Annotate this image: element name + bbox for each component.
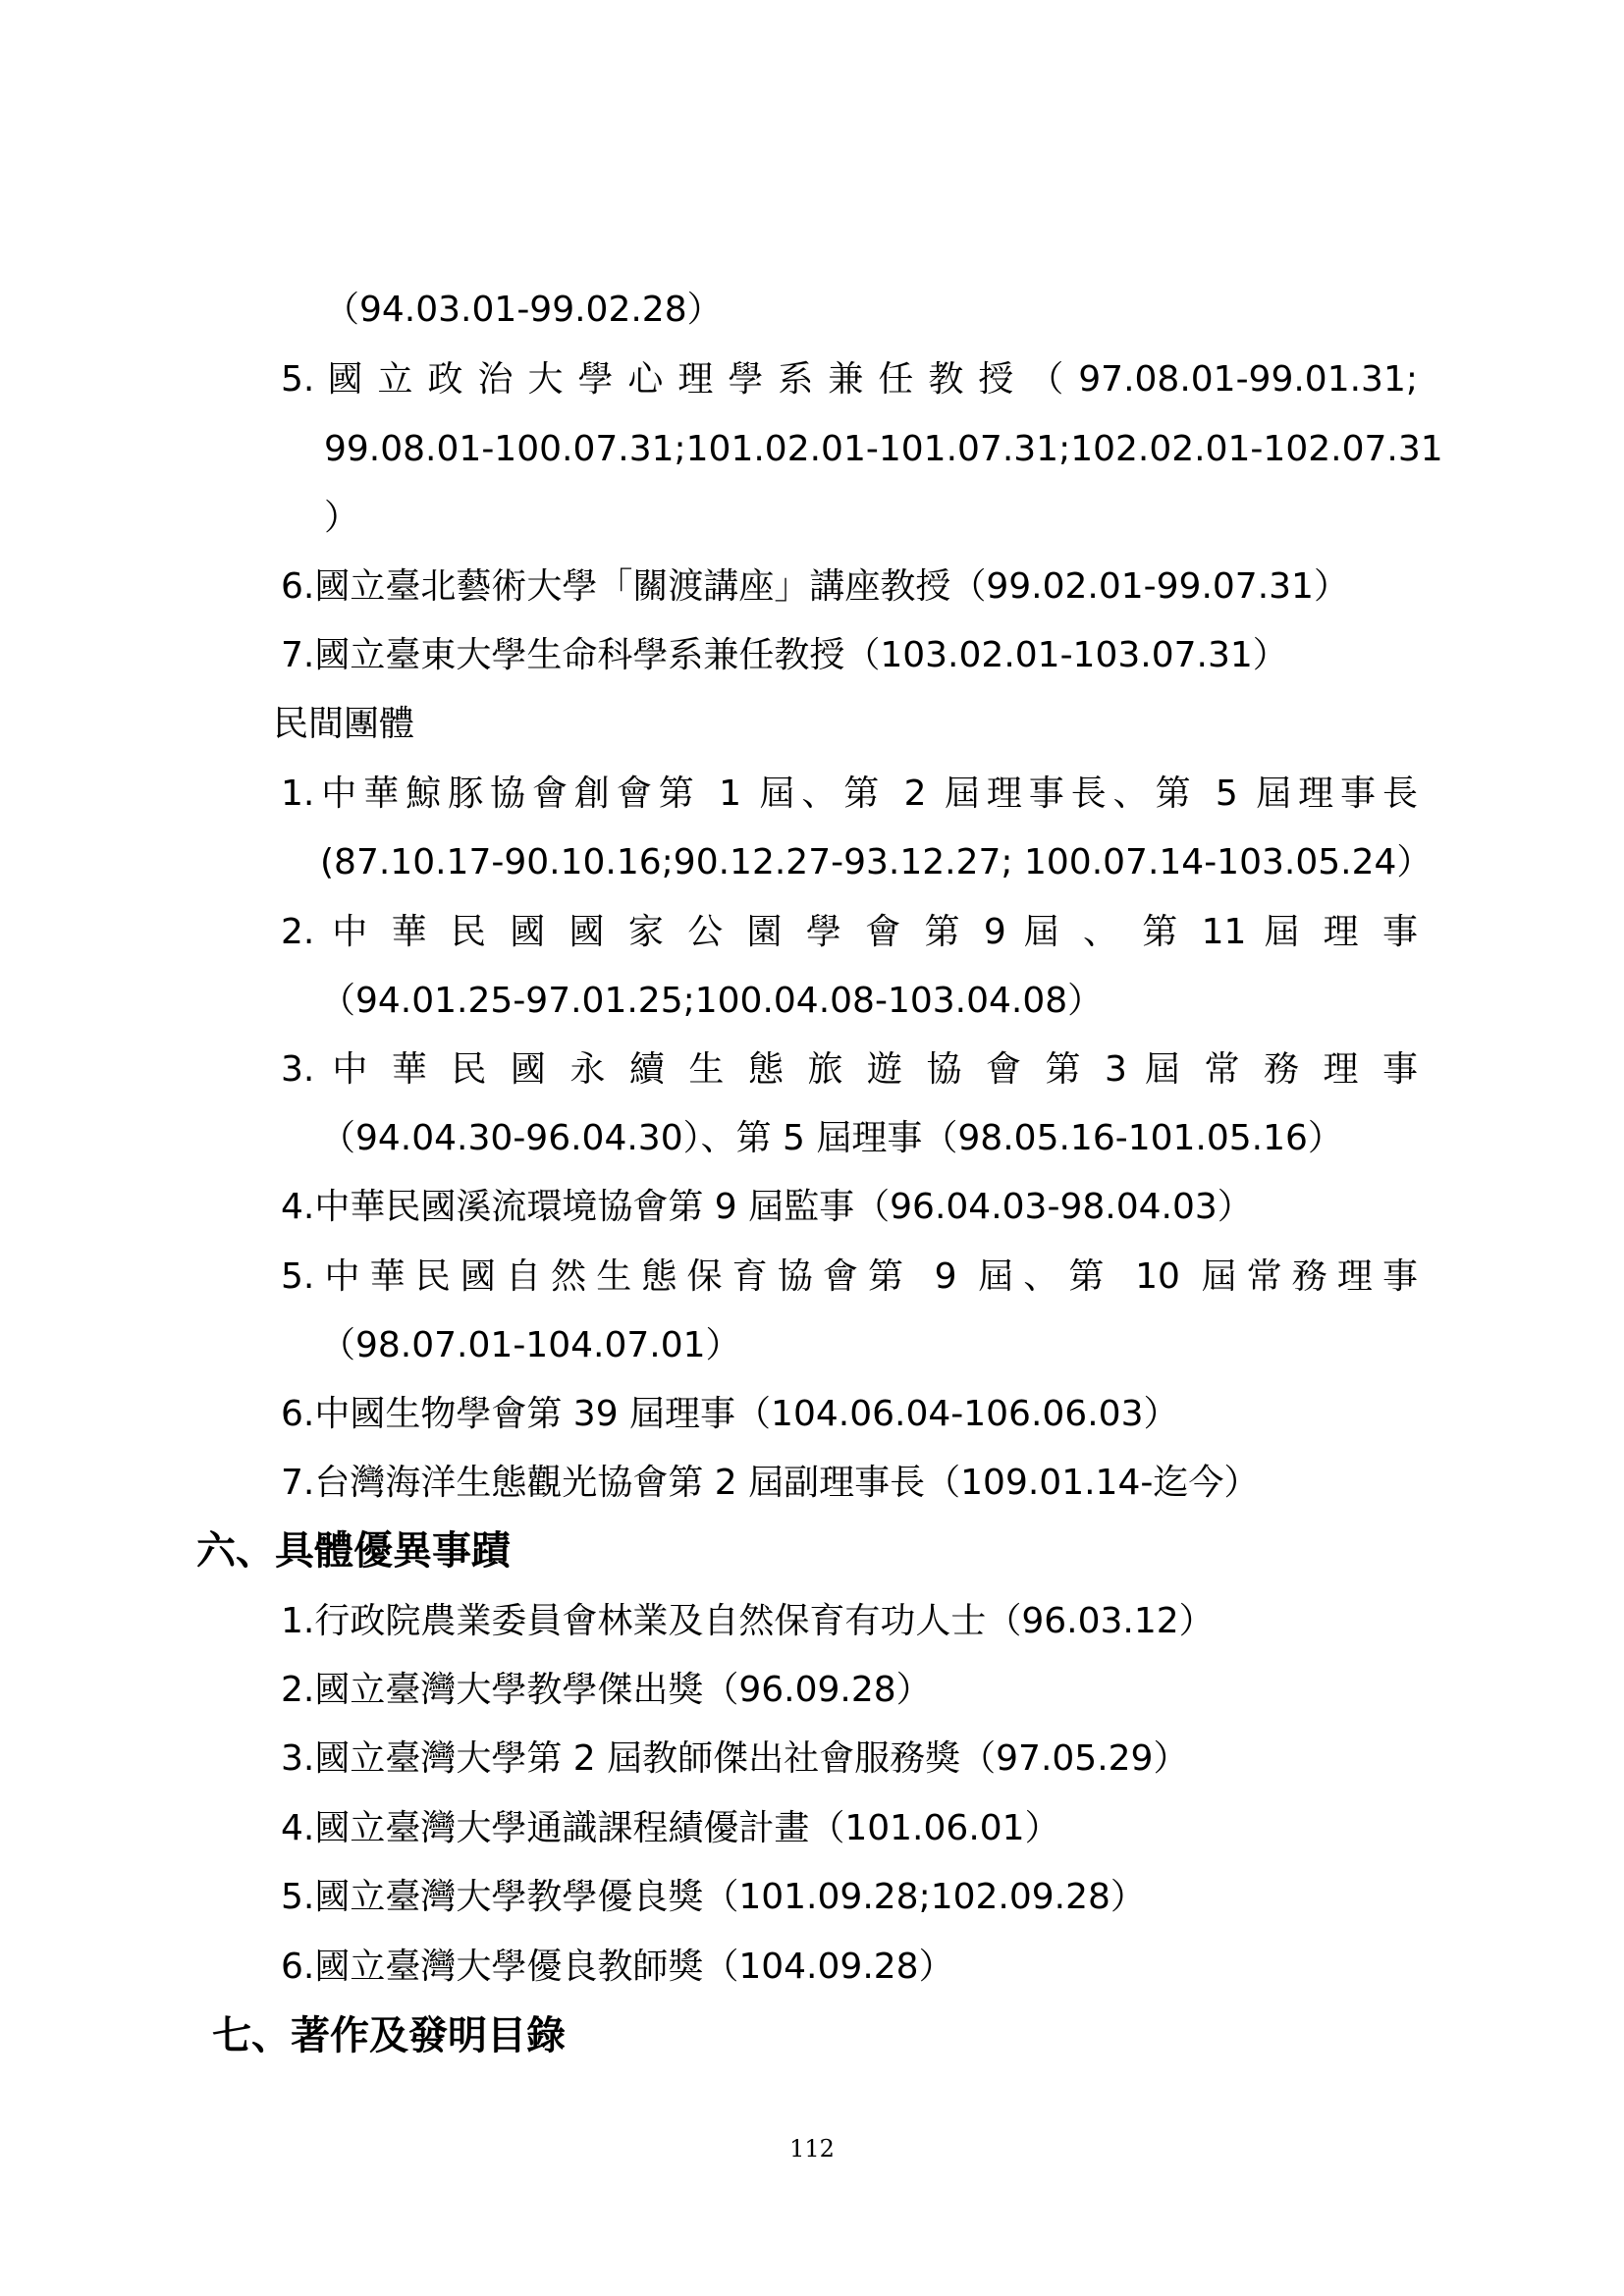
text-line: 5.國立臺灣大學教學優良獎（101.09.28;102.09.28） [281,1877,1146,1917]
page-number: 112 [789,2135,835,2163]
text-line: 6.國立臺北藝術大學「關渡講座」講座教授（99.02.01-99.07.31） [281,566,1349,607]
section-heading: 七、著作及發明目錄 [212,2013,566,2058]
text-line: 5.中華民國自然生態保育協會第 9 屆、第 10 屆常務理事 [281,1256,1418,1297]
text-line: 1.行政院農業委員會林業及自然保育有功人士（96.03.12） [281,1601,1215,1641]
text-line: 4.中華民國溪流環境協會第 9 屆監事（96.04.03-98.04.03） [281,1187,1253,1227]
text-line: 2.國立臺灣大學教學傑出獎（96.09.28） [281,1670,932,1710]
text-line: 3.國立臺灣大學第 2 屆教師傑出社會服務獎（97.05.29） [281,1738,1189,1779]
text-line: （98.07.01-104.07.01） [320,1325,741,1365]
text-line: (87.10.17-90.10.16;90.12.27-93.12.27; 100.07.14-103.05.24） [320,842,1433,882]
text-line: 6.國立臺灣大學優良教師獎（104.09.28） [281,1947,954,1987]
text-line: （94.03.01-99.02.28） [324,290,723,330]
text-line: （94.01.25-97.01.25;100.04.08-103.04.08） [320,981,1104,1021]
text-line: 2. 中 華 民 國 國 家 公 園 學 會 第 9 屆 、 第 11 屆 理 事 [281,912,1418,952]
text-line: 3. 中 華 民 國 永 續 生 態 旅 遊 協 會 第 3 屆 常 務 理 事 [281,1049,1418,1090]
text-line: 4.國立臺灣大學通識課程績優計畫（101.06.01） [281,1808,1060,1848]
section-heading: 六、具體優異事蹟 [196,1528,511,1574]
text-line: 7.國立臺東大學生命科學系兼任教授（103.02.01-103.07.31） [281,635,1288,675]
text-line: （94.04.30-96.04.30）、第 5 屆理事（98.05.16-101.05.16） [320,1118,1343,1158]
subsection-label: 民間團體 [273,704,415,744]
text-line: 7.台灣海洋生態觀光協會第 2 屆副理事長（109.01.14-迄今） [281,1463,1260,1503]
text-line: ） [324,498,360,538]
text-line: 5. 國 立 政 治 大 學 心 理 學 系 兼 任 教 授 （ 97.08.01-99.01.31; [281,359,1418,400]
text-line: 1.中華鯨豚協會創會第 1 屆、第 2 屆理事長、第 5 屆理事長 [281,774,1418,814]
text-line: 99.08.01-100.07.31;101.02.01-101.07.31;102.02.01-102.07.31 [324,429,1443,469]
text-line: 6.中國生物學會第 39 屆理事（104.06.04-106.06.03） [281,1394,1179,1434]
